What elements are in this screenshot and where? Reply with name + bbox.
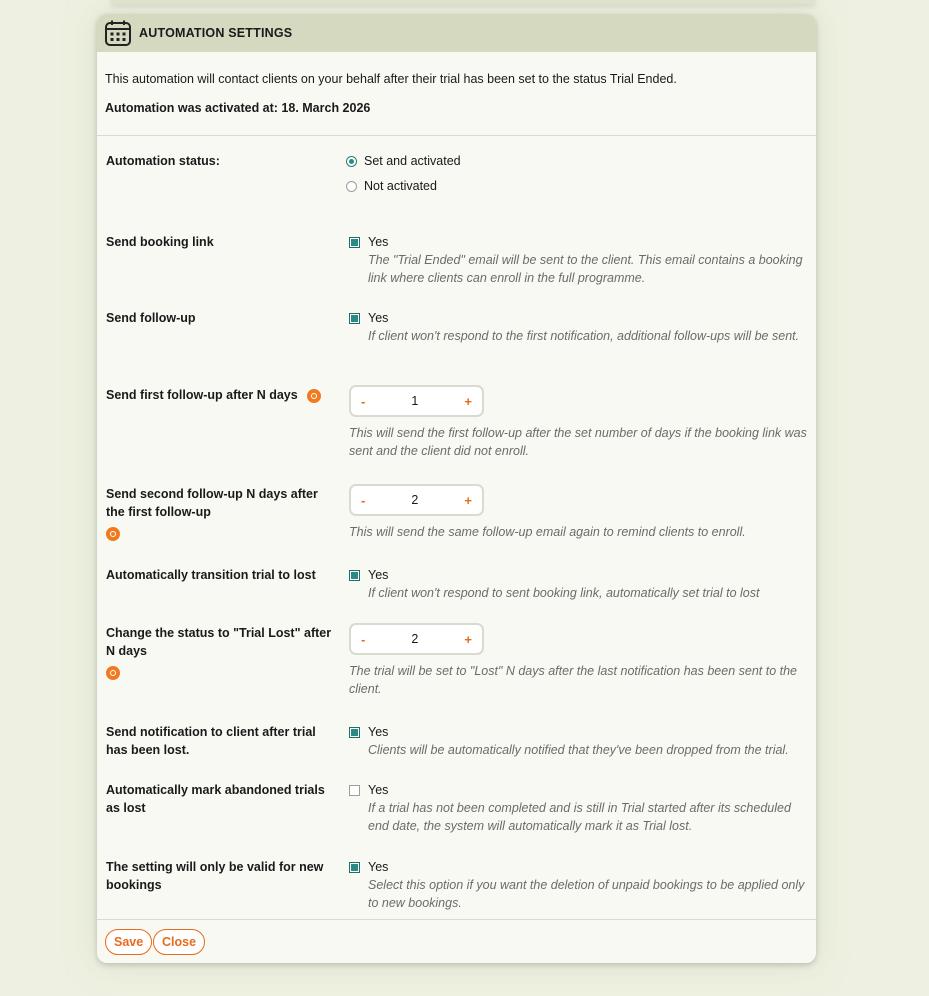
first-follow-up-label-wrap xyxy=(106,386,336,404)
auto-lost-help: If client won't respond to sent booking link, automatically set trial to lost xyxy=(368,586,760,600)
second-follow-up-label: Send second follow-up N days after the first follow-up xyxy=(106,487,318,519)
new-bookings-control xyxy=(346,858,808,912)
status-options xyxy=(346,152,808,195)
booking-link-label: Send booking link xyxy=(106,235,214,249)
lost-days-label: Change the status to "Trial Lost" after N days xyxy=(106,626,332,658)
intro-section xyxy=(97,52,816,115)
modal-header xyxy=(97,14,816,52)
modal-footer xyxy=(97,919,816,963)
modal-title: AUTOMATION SETTINGS xyxy=(139,26,293,40)
checkbox-label: Yes xyxy=(368,568,389,582)
radio-label: Set and activated xyxy=(364,154,461,168)
booking-link-control xyxy=(346,233,808,287)
notify-lost-control xyxy=(346,723,808,759)
checkbox-label: Yes xyxy=(368,783,389,797)
checkbox-label: Yes xyxy=(368,725,389,739)
checkbox-checked[interactable] xyxy=(349,727,360,738)
checkbox-label: Yes xyxy=(368,311,389,325)
second-follow-up-label-wrap xyxy=(106,485,336,541)
checkbox-checked[interactable] xyxy=(349,570,360,581)
radio-not-activated[interactable] xyxy=(346,177,808,195)
follow-up-help: If client won't respond to the first notification, additional follow-ups will be sent. xyxy=(368,329,800,343)
auto-lost-control xyxy=(346,566,808,602)
checkbox-checked[interactable] xyxy=(349,313,360,324)
info-icon[interactable] xyxy=(106,666,120,680)
stepper-value[interactable]: 1 xyxy=(411,394,419,408)
abandoned-checkbox[interactable] xyxy=(346,781,808,799)
booking-link-help: The "Trial Ended" email will be sent to the client. This email contains a booking link where clients can enroll in the full programme. xyxy=(368,253,803,285)
checkbox-label: Yes xyxy=(368,235,389,249)
first-follow-up-label: Send first follow-up after N days xyxy=(106,388,298,402)
checkbox-checked[interactable] xyxy=(349,237,360,248)
background-panel-edge xyxy=(110,0,816,4)
activation-date: Automation was activated at: 18. March 2026 xyxy=(105,101,371,115)
abandoned-label: Automatically mark abandoned trials as lost xyxy=(106,783,325,815)
auto-lost-label: Automatically transition trial to lost xyxy=(106,568,316,582)
booking-link-checkbox[interactable] xyxy=(346,233,808,251)
second-follow-up-help: This will send the same follow-up email again to remind clients to enroll. xyxy=(349,525,746,539)
lost-days-control xyxy=(346,623,808,698)
abandoned-control xyxy=(346,781,808,835)
second-follow-up-stepper[interactable] xyxy=(349,484,484,516)
follow-up-checkbox[interactable] xyxy=(346,309,808,327)
abandoned-help: If a trial has not been completed and is still in Trial started after its scheduled end date, the system will automatically mark it as Trial lost. xyxy=(368,801,791,833)
first-follow-up-control xyxy=(346,385,808,460)
increment-button[interactable]: + xyxy=(464,631,472,647)
radio-button-selected[interactable] xyxy=(346,156,357,167)
checkbox-label: Yes xyxy=(368,860,389,874)
radio-set-activated[interactable] xyxy=(346,152,808,170)
radio-button[interactable] xyxy=(346,181,357,192)
auto-lost-checkbox[interactable] xyxy=(346,566,808,584)
new-bookings-help: Select this option if you want the deletion of unpaid bookings to be applied only to new bookings. xyxy=(368,878,805,910)
lost-days-label-wrap xyxy=(106,624,336,680)
decrement-button[interactable]: - xyxy=(361,393,366,409)
checkbox-checked[interactable] xyxy=(349,862,360,873)
divider xyxy=(97,135,816,136)
increment-button[interactable]: + xyxy=(464,393,472,409)
decrement-button[interactable]: - xyxy=(361,631,366,647)
save-button[interactable]: Save xyxy=(105,929,152,955)
increment-button[interactable]: + xyxy=(464,492,472,508)
radio-label: Not activated xyxy=(364,179,437,193)
close-button[interactable]: Close xyxy=(153,929,205,955)
follow-up-control xyxy=(346,309,808,345)
first-follow-up-help: This will send the first follow-up after the set number of days if the booking link was sent and the client did not enroll. xyxy=(349,426,807,458)
status-label: Automation status: xyxy=(106,154,220,168)
intro-description: This automation will contact clients on your behalf after their trial has been set to the status Trial Ended. xyxy=(105,72,677,86)
info-icon[interactable] xyxy=(307,389,321,403)
notify-lost-checkbox[interactable] xyxy=(346,723,808,741)
new-bookings-label: The setting will only be valid for new bookings xyxy=(106,860,324,892)
second-follow-up-control xyxy=(346,484,808,541)
follow-up-label: Send follow-up xyxy=(106,311,196,325)
stepper-value[interactable]: 2 xyxy=(411,493,419,507)
stepper-value[interactable]: 2 xyxy=(411,632,419,646)
notify-lost-help: Clients will be automatically notified that they've been dropped from the trial. xyxy=(368,743,789,757)
lost-days-stepper[interactable] xyxy=(349,623,484,655)
automation-settings-modal xyxy=(97,14,816,963)
notify-lost-label: Send notification to client after trial has been lost. xyxy=(106,725,316,757)
new-bookings-checkbox[interactable] xyxy=(346,858,808,876)
lost-days-help: The trial will be set to "Lost" N days after the last notification has been sent to the client. xyxy=(349,664,798,696)
info-icon[interactable] xyxy=(106,527,120,541)
checkbox-unchecked[interactable] xyxy=(349,785,360,796)
decrement-button[interactable]: - xyxy=(361,492,366,508)
calendar-icon xyxy=(104,19,132,47)
first-follow-up-stepper[interactable] xyxy=(349,385,484,417)
